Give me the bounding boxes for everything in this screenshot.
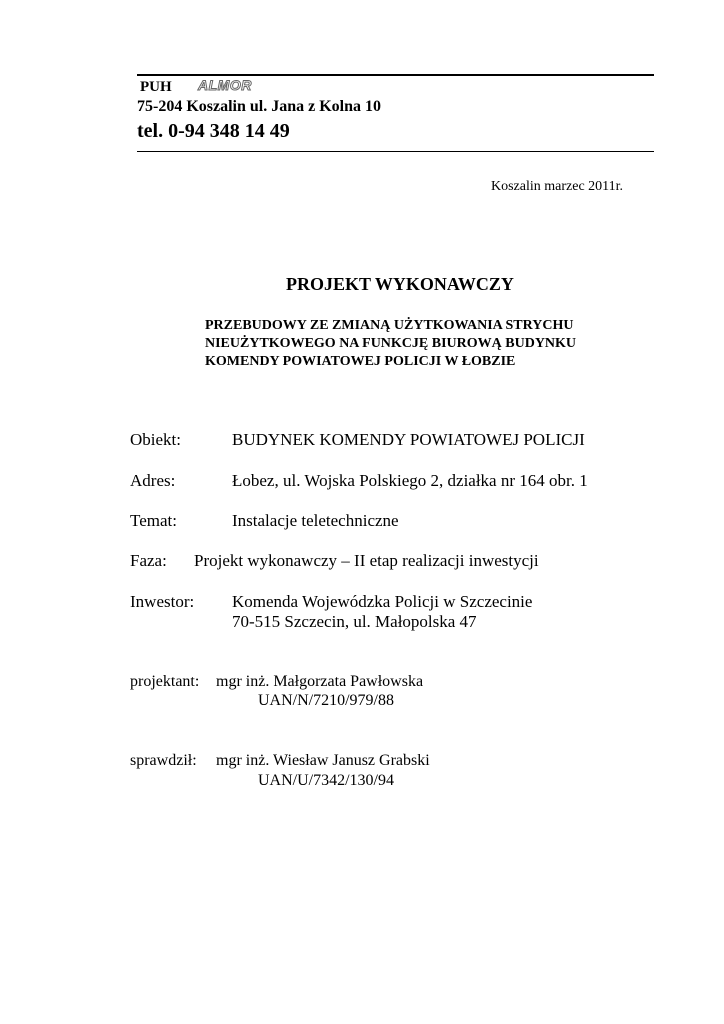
adres-label: Adres: [130, 471, 176, 490]
document-title: PROJEKT WYKONAWCZY [286, 274, 514, 294]
place-date: Koszalin marzec 2011r. [491, 179, 624, 194]
subtitle-line-3: KOMENDY POWIATOWEJ POLICJI W ŁOBZIE [205, 354, 516, 369]
adres-value: Łobez, ul. Wojska Polskiego 2, działka nr 164 obr. 1 [232, 471, 588, 490]
sprawdzil-label: sprawdził: [130, 752, 197, 769]
sprawdzil-name: mgr inż. Wiesław Janusz Grabski [216, 752, 430, 769]
sprawdzil-license: UAN/U/7342/130/94 [258, 772, 394, 789]
faza-label: Faza: [130, 551, 167, 570]
company-prefix: PUH [140, 79, 172, 95]
obiekt-value: BUDYNEK KOMENDY POWIATOWEJ POLICJI [232, 430, 585, 449]
inwestor-value-line-1: Komenda Wojewódzka Policji w Szczecinie [232, 592, 533, 611]
subtitle-line-2: NIEUŻYTKOWEGO NA FUNKCJĘ BIUROWĄ BUDYNKU [205, 336, 577, 351]
inwestor-label: Inwestor: [130, 592, 195, 611]
inwestor-value-line-2: 70-515 Szczecin, ul. Małopolska 47 [232, 612, 477, 631]
projektant-license: UAN/N/7210/979/88 [258, 692, 394, 709]
temat-label: Temat: [130, 511, 177, 530]
letterhead-top-rule [137, 74, 654, 76]
projektant-name: mgr inż. Małgorzata Pawłowska [216, 673, 424, 690]
subtitle-line-1: PRZEBUDOWY ZE ZMIANĄ UŻYTKOWANIA STRYCHU [205, 318, 574, 333]
obiekt-label: Obiekt: [130, 430, 181, 449]
letterhead-bottom-rule [137, 151, 654, 152]
faza-value: Projekt wykonawczy – II etap realizacji inwestycji [194, 551, 539, 570]
temat-value: Instalacje teletechniczne [232, 511, 399, 530]
company-address: 75-204 Koszalin ul. Jana z Kolna 10 [137, 98, 382, 115]
company-logo-text: ALMOR [198, 77, 252, 93]
projektant-label: projektant: [130, 673, 200, 690]
company-phone: tel. 0-94 348 14 49 [137, 120, 290, 142]
